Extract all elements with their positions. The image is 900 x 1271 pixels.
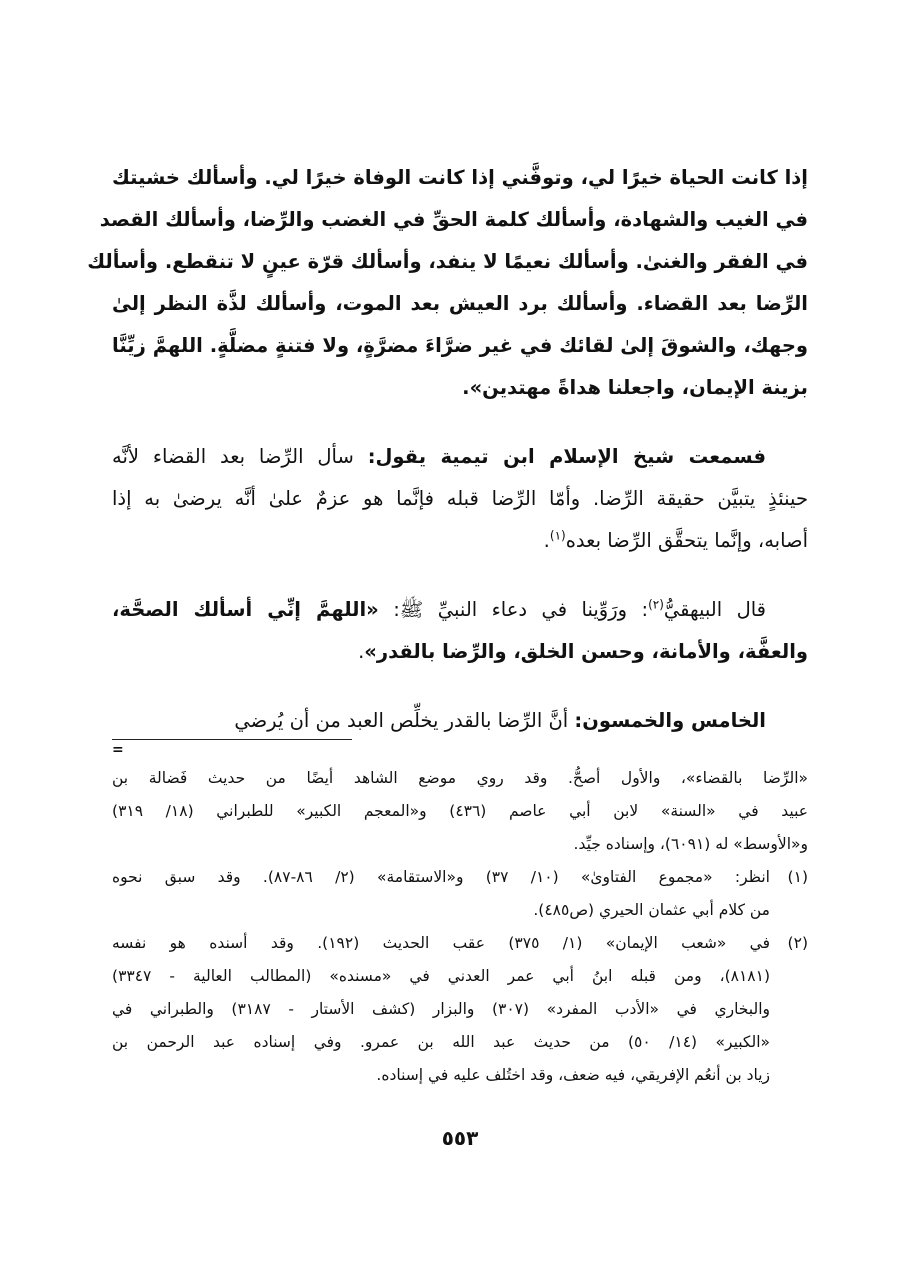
text-line [112, 631, 808, 673]
footnote-separator [112, 739, 352, 740]
text-segment: والعفَّة، والأمانة، وحسن الخلق، والرِّضا بالقدر» [364, 640, 808, 663]
text-line [87, 241, 808, 283]
paragraph [112, 436, 808, 562]
footnote-line: «الكبير» (١٤/ ٥٠) من حديث عبد الله بن عمرو. وفي إسناده عبد الرحمن بن [112, 1033, 771, 1051]
text-line [112, 700, 808, 742]
text-line [112, 157, 808, 199]
footnote-line: زياد بن أنعُم الإفريقي، فيه ضعف، وقد اختُلف عليه في إسناده. [376, 1066, 770, 1084]
footnote-line: انظر: «مجموع الفتاوىٰ» (١٠/ ٣٧) و«الاستقامة» (٢/ ٨٦-٨٧). وقد سبق نحوه [112, 868, 770, 886]
text-segment: فسمعت شيخ الإسلام ابن تيمية يقول: [367, 445, 766, 468]
paragraph [112, 589, 808, 673]
text-line [99, 199, 808, 241]
text-line [112, 367, 808, 409]
text-segment: «اللهمَّ إنِّي أسألك الصحَّة، [112, 598, 379, 621]
footnote-marker: (١) [787, 868, 808, 886]
footnote-line: «الرِّضا بالقضاء»، والأول أصحُّ. وقد روي موضع الشاهد أيضًا من حديث فَضالة بن [112, 769, 808, 787]
footnotes [112, 762, 808, 1092]
text-segment: حينئذٍ يتبيَّن حقيقة الرِّضا. وأمّا الرِّضا قبله فإنَّما هو عزمٌ علىٰ أنَّه يرضىٰ به إذا [112, 487, 808, 510]
footnote-marker: (٢) [787, 934, 808, 952]
text-segment: . [358, 640, 365, 663]
text-segment: . [543, 529, 550, 552]
text-segment: أنَّ الرِّضا بالقدر يخلِّص العبد من أن يُرضي [234, 709, 575, 732]
footnote-line: و«الأوسط» له (٦٠٩١)، وإسناده جيِّد. [573, 835, 808, 853]
footnote-line: من كلام أبي عثمان الحيري (ص٤٨٥). [533, 901, 770, 919]
footnote-line: عبيد في «السنة» لابن أبي عاصم (٤٣٦) و«المعجم الكبير» للطبراني (١٨/ ٣١٩) [112, 802, 808, 820]
text-segment: في الفقر والغنىٰ. وأسألك نعيمًا لا ينفد، وأسألك قرّة عينٍ لا تنقطع. وأسألك [87, 250, 808, 273]
text-line [112, 478, 808, 520]
footnote-reference: (١) [549, 528, 566, 543]
footnote-line: والبخاري في «الأدب المفرد» (٣٠٧) والبزار (كشف الأستار - ٣١٨٧) والطبراني في [112, 1000, 770, 1018]
text-line [112, 520, 808, 562]
text-segment: : ورَوِّينا في دعاء النبيِّ ﷺ: [378, 598, 649, 621]
footnote [112, 861, 808, 927]
footnote [112, 927, 808, 1092]
text-line [112, 283, 808, 325]
footnote-continuation-mark: = [112, 742, 124, 758]
footnote [112, 762, 808, 861]
text-line [112, 589, 808, 631]
paragraph [87, 157, 808, 409]
paragraph [112, 700, 808, 742]
text-segment: وجهك، والشوقَ إلىٰ لقائك في غير ضرَّاءَ مضرَّةٍ، ولا فتنةٍ مضلَّةٍ. اللهمَّ زيِّنَّا [112, 334, 808, 357]
text-line [112, 325, 808, 367]
text-segment: سأل الرِّضا بعد القضاء لأنَّه [112, 445, 368, 468]
text-segment: أصابه، وإنَّما يتحقَّق الرِّضا بعده [565, 529, 808, 552]
text-segment: قال البيهقيُّ [663, 598, 767, 621]
footnote-line: في «شعب الإيمان» (١/ ٣٧٥) عقب الحديث (١٩٢). وقد أسنده هو نفسه [112, 934, 771, 952]
text-segment: الخامس والخمسون: [574, 709, 766, 732]
page-number: ٥٥٣ [441, 1126, 479, 1150]
text-segment: إذا كانت الحياة خيرًا لي، وتوفَّني إذا كانت الوفاة خيرًا لي. وأسألك خشيتك [112, 166, 808, 189]
text-segment: في الغيب والشهادة، وأسألك كلمة الحقِّ في الغضب والرِّضا، وأسألك القصد [99, 208, 808, 231]
footnote-line: (٨١٨١)، ومن قبله ابنُ أبي عمر العدني في «مسنده» (المطالب العالية - ٣٣٤٧) [112, 967, 770, 985]
footnote-reference: (٢) [648, 597, 664, 612]
text-line [112, 436, 808, 478]
text-segment: بزينة الإيمان، واجعلنا هداةً مهتدين». [462, 376, 808, 399]
text-segment: الرِّضا بعد القضاء. وأسألك برد العيش بعد الموت، وأسألك لذَّة النظر إلىٰ [112, 292, 808, 315]
main-text [87, 157, 808, 769]
